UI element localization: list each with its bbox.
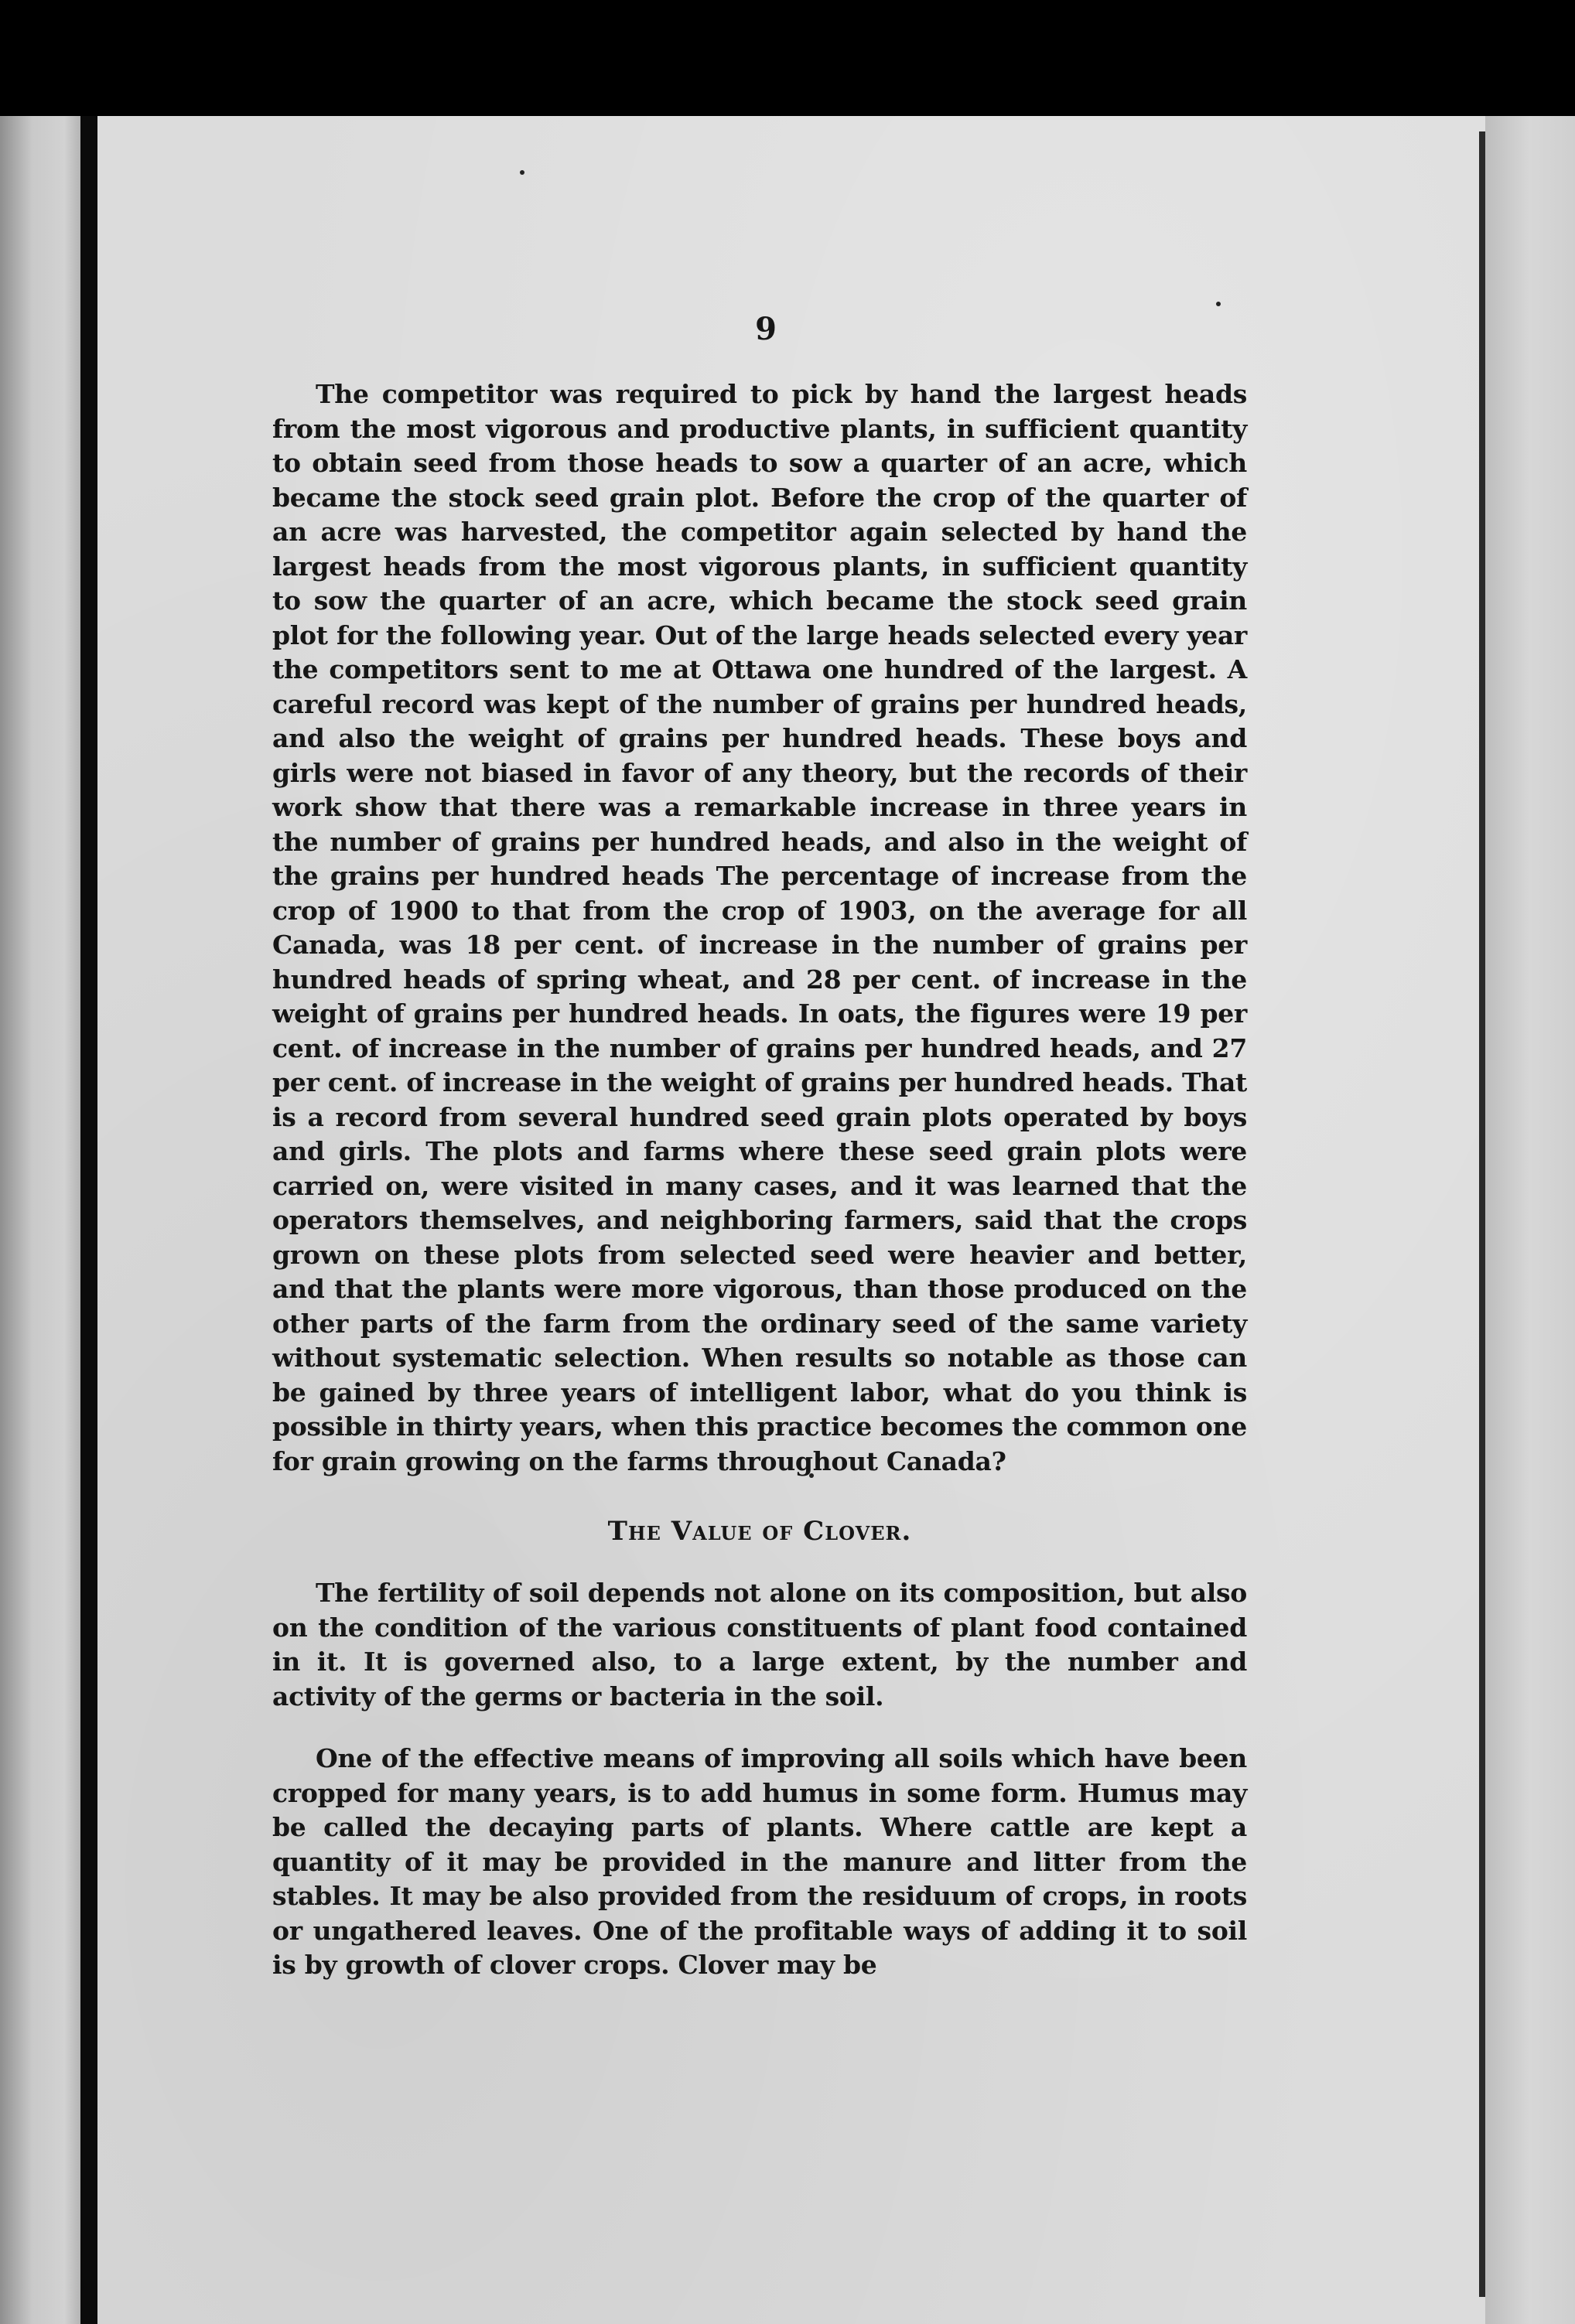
section-heading: The Value of Clover. bbox=[607, 1516, 912, 1547]
book-spine bbox=[80, 116, 97, 2324]
body-paragraph: One of the effective means of improving all soils which have been cropped for many years, is to add humus in some form. Humus may be called the decaying parts of plants. Where cattle are kept a quantity of it may be provided in the manure and litter from the stables. It may be also provided from the residuum of crops, in roots or ungathered leaves. One of the profitable ways of adding it to soil is by growth of clover crops. Clover may be bbox=[272, 1743, 1247, 1980]
facing-page-edge bbox=[0, 116, 80, 2324]
scan-border-top bbox=[0, 0, 1575, 116]
next-page-edge bbox=[1485, 116, 1575, 2324]
page-number: 9 bbox=[755, 311, 777, 347]
page-edge-shadow bbox=[1479, 131, 1485, 2297]
body-paragraph: The competitor was required to pick by hand the largest heads from the most vigorous and productive plants, in sufficient quantity to obtain seed from those heads to sow a quarter of an acre, which became the stock seed grain plot. Before the crop of the quarter of an acre was harvested, the competitor again selected by hand the largest heads from the most vigorous plants, in sufficient quantity to sow the quarter of an acre, which became the stock seed grain plot for the following year. Out of the large heads selected every year the competitors sent to me at Ottawa one hundred of the largest. A careful record was kept of the number of grains per hundred heads, and also the weight of grains per hundred heads. These boys and girls were not biased in favor of any theory, but the records of their work show that there was a remarkable increase in three years in the number of grains per hundred heads, and also in the weight of the grains per hundred heads The percentage of increase from the crop of 1900 to that from the crop of 1903, on the average for all Canada, was 18 per cent. of increase in the number of grains per hundred heads of spring wheat, and 28 per cent. of increase in the weight of grains per hundred heads. In oats, the figures were 19 per cent. of increase in the number of grains per hundred heads, and 27 per cent. of increase in the weight of grains per hundred heads. That is a record from several hundred seed grain plots operated by boys and girls. The plots and farms where these seed grain plots were carried on, were visited in many cases, and it was learned that the operators themselves, and neighboring farmers, said that the crops grown on these plots from selected seed were heavier and better, and that the plants were more vigorous, than those produced on the other parts of the farm from the ordinary seed of the same variety without systematic selection. When results so notable as those can be gained by three years of intelligent labor, what do you think is possible in thirty years, when this practice becomes the common one for grain growing on the farms throughout Canada? bbox=[272, 379, 1247, 1476]
scan-speck bbox=[1216, 302, 1221, 306]
body-paragraph: The fertility of soil depends not alone on its composition, but also on the condition of the various constituents of plant food contained in it. It is governed also, to a large extent, by the number and activity of the germs or bacteria in the soil. bbox=[272, 1578, 1247, 1711]
scan-speck bbox=[520, 170, 524, 175]
